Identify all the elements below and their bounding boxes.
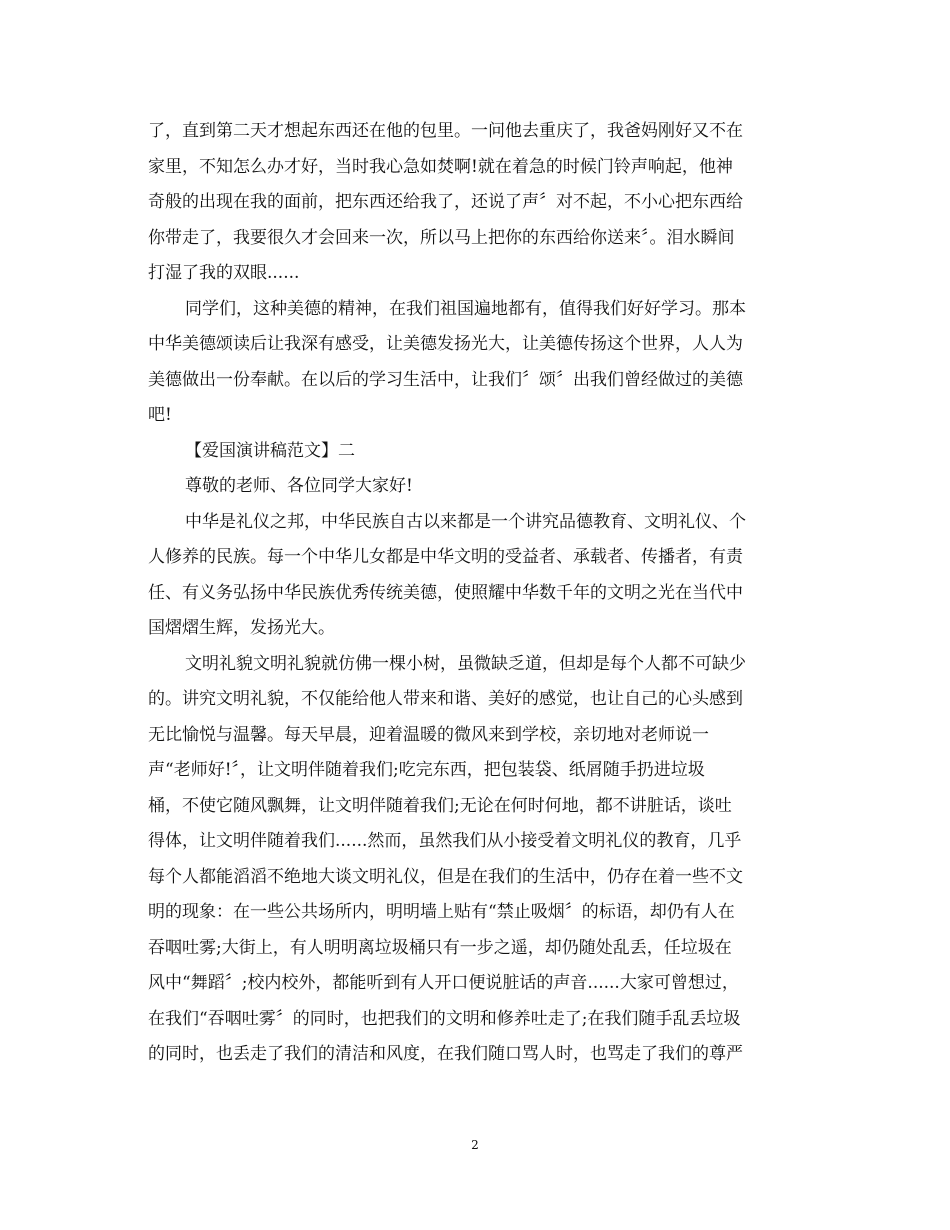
text-line: 任、有义务弘扬中华民族优秀传统美德，使照耀中华数千年的文明之光在当代中 bbox=[148, 582, 743, 603]
text-line: 无比愉悦与温馨。每天早晨，迎着温暖的微风来到学校，亲切地对老师说一 bbox=[148, 724, 709, 745]
text-line: 得体，让文明伴随着我们......然而，虽然我们从小接受着文明礼仪的教育，几乎 bbox=[148, 831, 742, 851]
text-line: 同学们，这种美德的精神，在我们祖国遍地都有，值得我们好好学习。那本 bbox=[185, 298, 746, 319]
text-line: 【爱国演讲稿范文】二 bbox=[185, 440, 355, 461]
text-line: 吞咽吐雾;大街上，有人明明离垃圾桶只有一步之遥，却仍随处乱丢，任垃圾在 bbox=[148, 937, 732, 958]
text-line: 国熠熠生辉，发扬光大。 bbox=[148, 618, 335, 638]
text-line: 你带走了，我要很久才会回来一次，所以马上把你的东西给你送来〞。泪水瞬间 bbox=[148, 227, 735, 248]
text-line: 奇般的出现在我的面前，把东西还给我了，还说了声〞对不起，不小心把东西给 bbox=[148, 192, 743, 212]
body-text bbox=[148, 114, 803, 1073]
text-line: 中华美德颂读后让我深有感受，让美德发扬光大，让美德传扬这个世界，人人为 bbox=[148, 334, 743, 354]
text-line: 中华是礼仪之邦，中华民族自古以来都是一个讲究品德教育、文明礼仪、个 bbox=[185, 511, 746, 532]
text-line: 风中“舞蹈〞;校内校外，都能听到有人开口便说脏话的声音......大家可曾想过， bbox=[148, 973, 739, 993]
text-line: 的。讲究文明礼貌，不仅能给他人带来和谐、美好的感觉，也让自己的心头感到 bbox=[148, 689, 743, 709]
text-line: 每个人都能滔滔不绝地大谈文明礼仪，但是在我们的生活中，仍存在着一些不文 bbox=[148, 866, 743, 887]
text-line: 吧! bbox=[148, 405, 172, 425]
page-number: 2 bbox=[471, 1138, 479, 1152]
text-line: 的同时，也丢走了我们的清洁和风度，在我们随口骂人时，也骂走了我们的尊严 bbox=[148, 1044, 743, 1064]
text-line: 在我们“吞咽吐雾〞的同时，也把我们的文明和修养吐走了;在我们随手乱丢垃圾 bbox=[148, 1008, 741, 1029]
text-line: 桶，不使它随风飘舞，让文明伴随着我们;无论在何时何地，都不讲脏话，谈吐 bbox=[148, 795, 732, 816]
text-line: 明的现象：在一些公共场所内，明明墙上贴有“禁止吸烟〞的标语，却仍有人在 bbox=[148, 902, 735, 922]
text-line: 人修养的民族。每一个中华儿女都是中华文明的受益者、承载者、传播者，有责 bbox=[148, 547, 743, 567]
text-line: 美德做出一份奉献。在以后的学习生活中，让我们〞颂〞出我们曾经做过的美德 bbox=[148, 369, 743, 390]
text-line: 尊敬的老师、各位同学大家好! bbox=[185, 476, 413, 496]
text-line: 打湿了我的双眼...... bbox=[148, 263, 300, 283]
text-line: 家里，不知怎么办才好，当时我心急如焚啊!就在着急的时候门铃声响起，他神 bbox=[148, 156, 733, 177]
text-line: 声“老师好!〞，让文明伴随着我们;吃完东西，把包装袋、纸屑随手扔进垃圾 bbox=[148, 760, 705, 780]
text-line: 了，直到第二天才想起东西还在他的包里。一问他去重庆了，我爸妈刚好又不在 bbox=[148, 121, 743, 141]
text-line: 文明礼貌文明礼貌就仿佛一棵小树，虽微缺乏道，但却是每个人都不可缺少 bbox=[185, 653, 746, 674]
